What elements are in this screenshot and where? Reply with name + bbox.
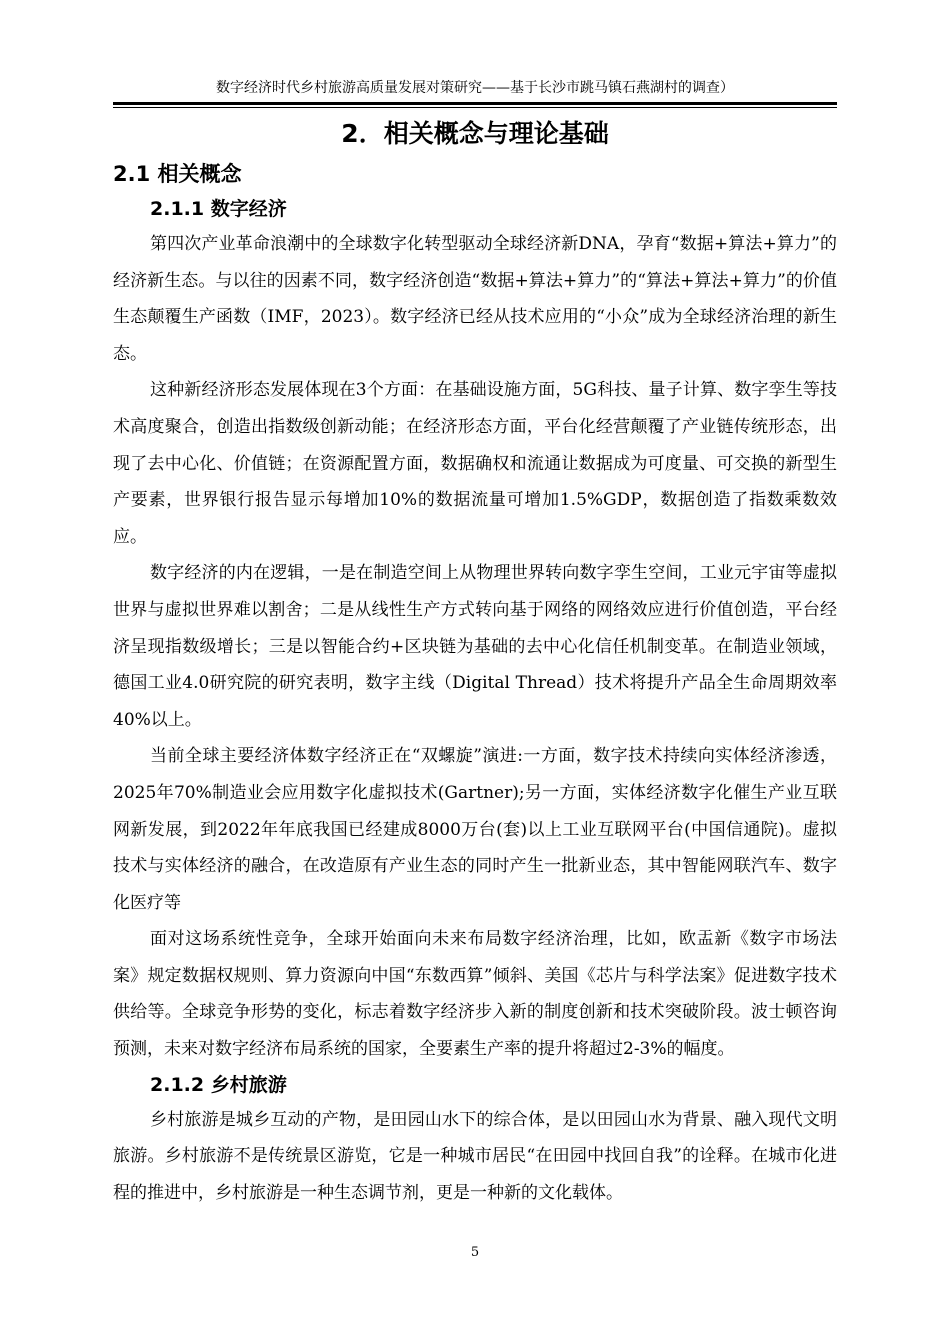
paragraph: 乡村旅游是城乡互动的产物，是田园山水下的综合体，是以田园山水为背景、融入现代文明旅游。乡村旅游不是传统景区游览，它是一种城市居民“在田园中找回自我”的诠释。在城市化进程的推进中，乡村旅游是一种生态调节剂，更是一种新的文化载体。 (113, 1109, 837, 1203)
subsection-title-digital-economy: 2.1.1 数字经济 (150, 198, 287, 220)
paragraph: 这种新经济形态发展体现在3个方面：在基础设施方面，5G科技、量子计算、数字孪生等技术高度聚合，创造出指数级创新动能；在经济形态方面，平台化经营颠覆了产业链传统形态，出现了去中心化、价值链；在资源配置方面，数据确权和流通让数据成为可度量、可交换的新型生产要素，世界银行报告显示每增加10%的数据流量可增加1.5%GDP，数据创造了指数乘数效应。 (113, 380, 837, 547)
header-rule-thin (113, 107, 837, 108)
subsection-title-rural-tourism: 2.1.2 乡村旅游 (150, 1073, 287, 1096)
section-title: 2.1 相关概念 (113, 162, 242, 186)
paragraph: 面对这场系统性竞争，全球开始面向未来布局数字经济治理，比如，欧盂新《数字市场法案》规定数据权规则、算力资源向中国“东数西算”倾斜、美国《芯片与科学法案》促进数字技术供给等。全球竞争形势的变化，标志着数字经济步入新的制度创新和技术突破阶段。波士顿咨询预测，未来对数字经济布局系统的国家，全要素生产率的提升将超过2-3%的幅度。 (113, 929, 837, 1060)
paragraph: 当前全球主要经济体数字经济正在“双螺旋”演进:一方面，数字技术持续向实体经济渗透，2025年70%制造业会应用数字化虚拟技术(Gartner);另一方面，实体经济数字化催生产业互联网新发展，到2022年年底我国已经建成8000万台(套)以上工业互联网平台(中国信通院)。虚拟技术与实体经济的融合，在改造原有产业生态的同时产生一批新业态，其中智能网联汽车、数字化医疗等 (113, 746, 837, 913)
page-number: 5 (470, 1245, 480, 1260)
paragraph: 第四次产业革命浪潮中的全球数字化转型驱动全球经济新DNA，孕育“数据+算法+算力”的经济新生态。与以往的因素不同，数字经济创造“数据+算法+算力”的“算法+算法+算力”的价值生态颠覆生产函数（IMF，2023）。数字经济已经从技术应用的“小众”成为全球经济治理的新生态。 (113, 234, 837, 364)
header-rule-thick (113, 102, 837, 105)
running-header: 数字经济时代乡村旅游高质量发展对策研究——基于长沙市跳马镇石燕湖村的调查） (216, 80, 734, 96)
document-body (113, 112, 837, 1211)
chapter-title: 2．相关概念与理论基础 (341, 119, 609, 148)
paragraph: 数字经济的内在逻辑，一是在制造空间上从物理世界转向数字孪生空间，工业元宇宙等虚拟世界与虚拟世界难以割舍；二是从线性生产方式转向基于网络的网络效应进行价值创造，平台经济呈现指数级增长；三是以智能合约+区块链为基础的去中心化信任机制变革。在制造业领域，德国工业4.0研究院的研究表明，数字主线（Digital Thread）技术将提升产品全生命周期效率40%以上。 (113, 563, 837, 730)
